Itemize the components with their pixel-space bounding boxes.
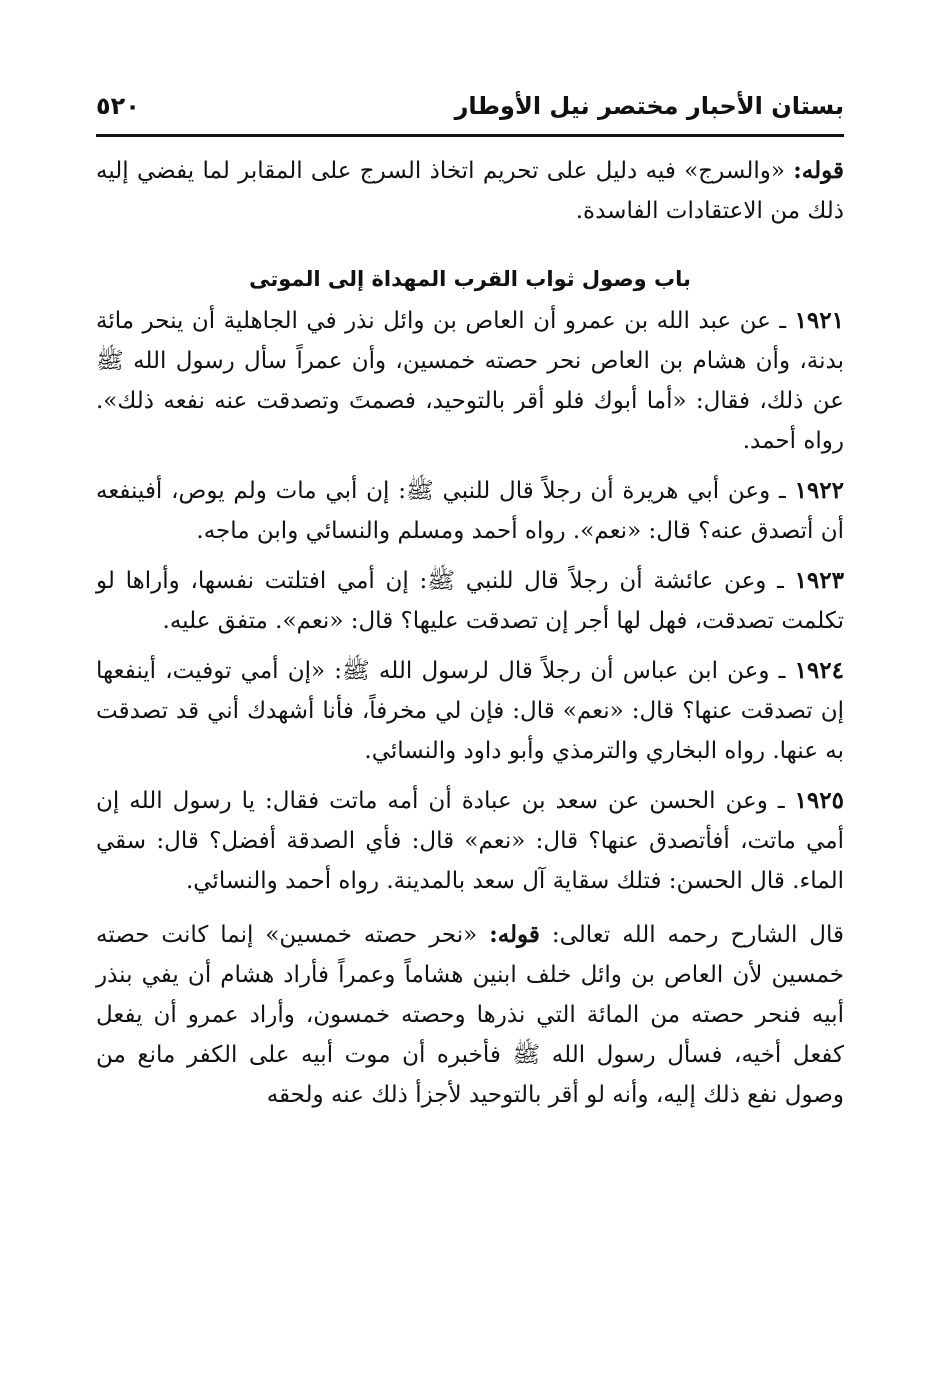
hadith-number: ١٩٢٢ bbox=[794, 477, 844, 504]
book-page bbox=[96, 78, 844, 1358]
hadith-number: ١٩٢١ bbox=[794, 307, 844, 334]
intro-paragraph bbox=[96, 151, 844, 231]
hadith-1924 bbox=[96, 651, 844, 771]
hadith-number: ١٩٢٣ bbox=[794, 567, 844, 594]
page-header bbox=[96, 78, 844, 137]
hadith-1921 bbox=[96, 301, 844, 461]
hadith-1922 bbox=[96, 471, 844, 551]
hadith-text: ـ وعن الحسن عن سعد بن عبادة أن أمه ماتت فقال: يا رسول الله إن أمي ماتت، أفأتصدق عنها؟ قال: «نعم» قال: فأي الصدقة أفضل؟ قال: سقي الماء. قال الحسن: فتلك سقاية آل سعد بالمدينة. رواه أحمد والنسائي. bbox=[96, 788, 844, 894]
commentary-text: «نحر حصته خمسين» إنما كانت حصته خمسين لأن العاص بن وائل خلف ابنين هشاماً وعمراً فأراد هشام أن يفي بنذر أبيه فنحر حصته من المائة التي نذرها وحصته خمسون، وأراد عمرو أن يفعل كفعل أخيه، فسأل رسول الله ﷺ فأخبره أن موت أبيه على الكفر مانع من وصول نفع ذلك إليه، وأنه لو أقر بالتوحيد لأجزأ ذلك عنه ولحقه bbox=[96, 922, 844, 1108]
intro-keyword: قوله: bbox=[793, 157, 844, 184]
commentary-lead: قال الشارح رحمه الله تعالى: bbox=[539, 922, 845, 948]
book-title: بستان الأحبار مختصر نيل الأوطار bbox=[454, 92, 844, 120]
hadith-number: ١٩٢٤ bbox=[794, 657, 844, 684]
hadith-text: ـ وعن ابن عباس أن رجلاً قال لرسول الله ﷺ: «إن أمي توفيت، أينفعها إن تصدقت عنها؟ قال: «نعم» قال: فإن لي مخرفاً، فأنا أشهدك أني قد تصدقت به عنها. رواه البخاري والترمذي وأبو داود والنسائي. bbox=[96, 658, 844, 764]
commentary-paragraph bbox=[96, 915, 844, 1115]
intro-text: «والسرج» فيه دليل على تحريم اتخاذ السرج على المقابر لما يفضي إليه ذلك من الاعتقادات الفاسدة. bbox=[96, 158, 844, 224]
page-number: ٥٢٠ bbox=[96, 92, 140, 120]
hadith-text: ـ عن عبد الله بن عمرو أن العاص بن وائل نذر في الجاهلية أن ينحر مائة بدنة، وأن هشام بن العاص نحر حصته خمسين، وأن عمراً سأل رسول الله ﷺ عن ذلك، فقال: «أما أبوك فلو أقر بالتوحيد، فصمتَ وتصدقت عنه نفعه ذلك». رواه أحمد. bbox=[96, 308, 844, 454]
hadith-text: ـ وعن عائشة أن رجلاً قال للنبي ﷺ: إن أمي افتلتت نفسها، وأراها لو تكلمت تصدقت، فهل لها أجر إن تصدقت عليها؟ قال: «نعم». متفق عليه. bbox=[96, 568, 844, 634]
chapter-title: باب وصول ثواب القرب المهداة إلى الموتى bbox=[249, 267, 691, 291]
hadith-1923 bbox=[96, 561, 844, 641]
hadith-1925 bbox=[96, 781, 844, 901]
commentary-keyword: قوله: bbox=[489, 921, 540, 948]
hadith-text: ـ وعن أبي هريرة أن رجلاً قال للنبي ﷺ: إن أبي مات ولم يوص، أفينفعه أن أتصدق عنه؟ قال: «نعم». رواه أحمد ومسلم والنسائي وابن ماجه. bbox=[96, 478, 844, 544]
hadith-number: ١٩٢٥ bbox=[794, 787, 844, 814]
